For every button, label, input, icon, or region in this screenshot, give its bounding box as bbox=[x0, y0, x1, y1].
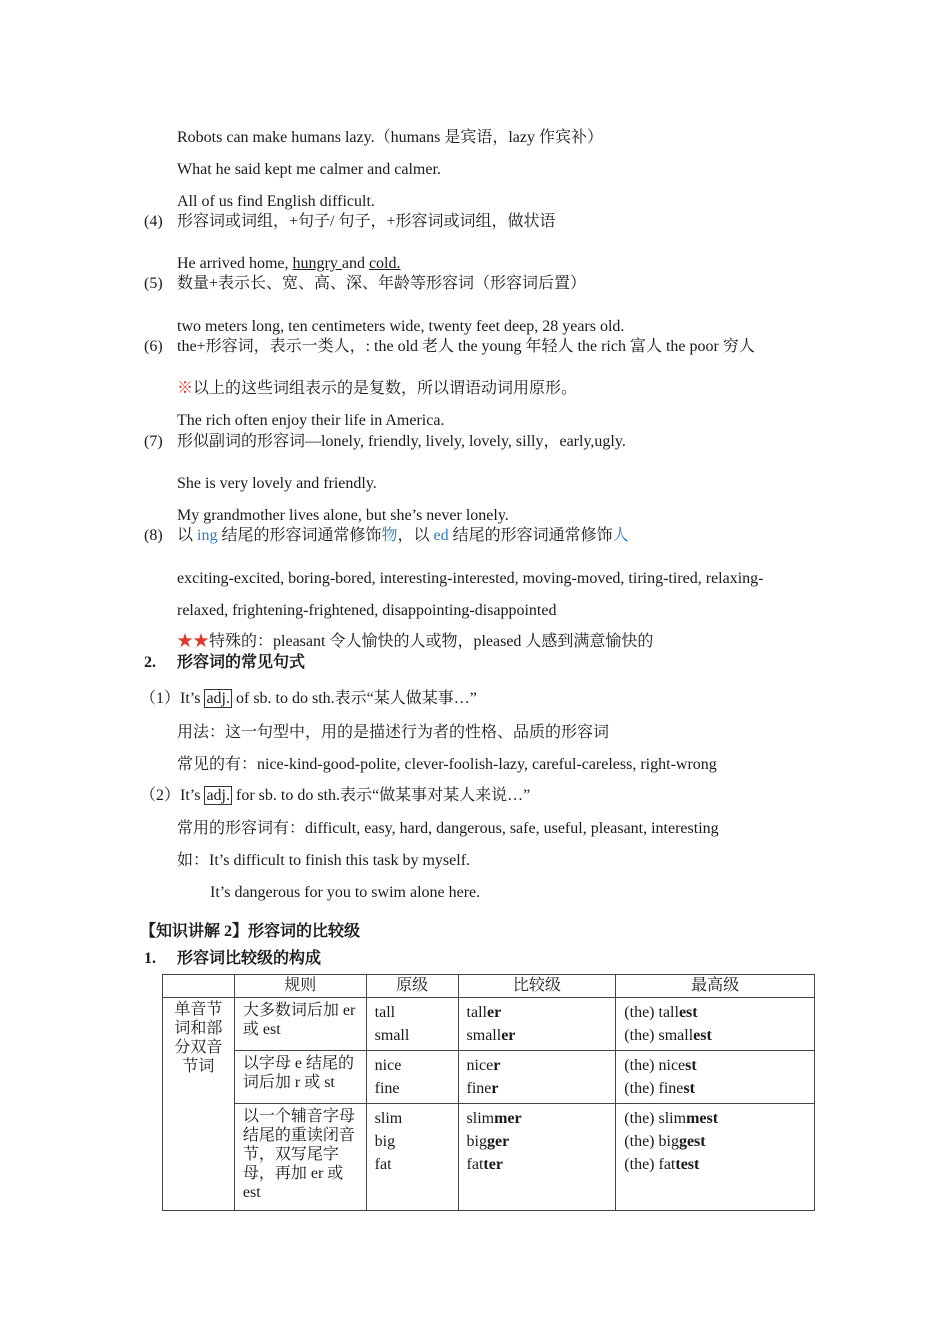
usage-note: 用法：这一句型中，用的是描述行为者的性格、品质的形容词 bbox=[177, 724, 610, 741]
header-comparative: 比较级 bbox=[458, 975, 616, 998]
item-4-rule: 形容词或词组，+句子/ 句子，+形容词或词组，做状语 bbox=[177, 213, 556, 230]
item-number-7: (7) bbox=[144, 433, 163, 450]
superlative-cell: (the) tallest (the) smallest bbox=[616, 998, 815, 1051]
header-rule: 规则 bbox=[234, 975, 366, 998]
category-cell: 单音节词和部分双音节词 bbox=[163, 998, 235, 1211]
base-cell: slim big fat bbox=[366, 1104, 458, 1211]
section-number: 2. bbox=[144, 654, 156, 671]
special-note: ★★特殊的：pleasant 令人愉快的人或物，pleased 人感到满意愉快的 bbox=[177, 633, 654, 650]
comparative-cell: taller smaller bbox=[458, 998, 616, 1051]
common-words: 常用的形容词有：difficult, easy, hard, dangerous, safe, useful, pleasant, interesting bbox=[177, 820, 719, 837]
example-sentence: She is very lovely and friendly. bbox=[177, 475, 377, 492]
table-header-row bbox=[163, 975, 815, 998]
item-number-4: (4) bbox=[144, 213, 163, 230]
rule-cell: 以字母 e 结尾的词后加 r 或 st bbox=[234, 1051, 366, 1104]
example-sentence: All of us find English difficult. bbox=[177, 193, 375, 210]
item-number-6: (6) bbox=[144, 338, 163, 355]
example-list: exciting-excited, boring-bored, interesting-interested, moving-moved, tiring-tired, relaxing- bbox=[177, 570, 764, 587]
section-heading: 形容词比较级的构成 bbox=[177, 950, 322, 967]
table-row bbox=[163, 1051, 815, 1104]
item-6-rule: the+形容词，表示一类人，: the old 老人 the young 年轻人 the rich 富人 the poor 穷人 bbox=[177, 338, 755, 355]
item-7-rule: 形似副词的形容词—lonely, friendly, lively, lovely, silly，early,ugly. bbox=[177, 433, 626, 450]
item-8-rule: 以 ing 结尾的形容词通常修饰物，以 ed 结尾的形容词通常修饰人 bbox=[177, 527, 629, 544]
item-number-8: (8) bbox=[144, 527, 163, 544]
base-cell: nice fine bbox=[366, 1051, 458, 1104]
star-icon: ★★ bbox=[177, 633, 210, 650]
item-number-5: (5) bbox=[144, 275, 163, 292]
note: ※以上的这些词组表示的是复数，所以谓语动词用原形。 bbox=[177, 380, 578, 397]
note-mark-icon: ※ bbox=[177, 380, 194, 397]
pattern-1: （1）It’s adj. of sb. to do sth.表示“某人做某事…” bbox=[140, 690, 477, 707]
example-sentence: He arrived home, hungry and cold. bbox=[177, 255, 401, 272]
comparative-cell: nicer finer bbox=[458, 1051, 616, 1104]
rule-cell: 大多数词后加 er 或 est bbox=[234, 998, 366, 1051]
table-row bbox=[163, 998, 815, 1051]
example-sentence: 如：It’s difficult to finish this task by myself. bbox=[177, 852, 471, 869]
example-sentence: What he said kept me calmer and calmer. bbox=[177, 161, 441, 178]
example-sentence: My grandmother lives alone, but she’s never lonely. bbox=[177, 507, 509, 524]
comparative-cell: slimmer bigger fatter bbox=[458, 1104, 616, 1211]
section-number: 1. bbox=[144, 950, 156, 967]
example-list: relaxed, frightening-frightened, disappointing-disappointed bbox=[177, 602, 557, 619]
header-blank bbox=[163, 975, 235, 998]
base-cell: tall small bbox=[366, 998, 458, 1051]
example-sentence: The rich often enjoy their life in America. bbox=[177, 412, 445, 429]
example-sentence: Robots can make humans lazy.（humans 是宾语，lazy 作宾补） bbox=[177, 129, 604, 146]
example-sentence: It’s dangerous for you to swim alone here. bbox=[210, 884, 481, 901]
rule-cell: 以一个辅音字母结尾的重读闭音节，双写尾字母，再加 er 或 est bbox=[234, 1104, 366, 1211]
header-base: 原级 bbox=[366, 975, 458, 998]
superlative-cell: (the) slimmest (the) biggest (the) fattest bbox=[616, 1104, 815, 1211]
superlative-cell: (the) nicest (the) finest bbox=[616, 1051, 815, 1104]
example-sentence: two meters long, ten centimeters wide, twenty feet deep, 28 years old. bbox=[177, 318, 625, 335]
header-superlative: 最高级 bbox=[616, 975, 815, 998]
section-heading: 形容词的常见句式 bbox=[177, 654, 306, 671]
pattern-2: （2）It’s adj. for sb. to do sth.表示“做某事对某人来说…” bbox=[140, 787, 531, 804]
knowledge-title: 【知识讲解 2】形容词的比较级 bbox=[140, 923, 361, 940]
table-row bbox=[163, 1104, 815, 1211]
common-words: 常见的有：nice-kind-good-polite, clever-foolish-lazy, careful-careless, right-wrong bbox=[177, 756, 717, 773]
item-5-rule: 数量+表示长、宽、高、深、年龄等形容词（形容词后置） bbox=[177, 275, 587, 292]
comparison-table bbox=[162, 974, 815, 1211]
